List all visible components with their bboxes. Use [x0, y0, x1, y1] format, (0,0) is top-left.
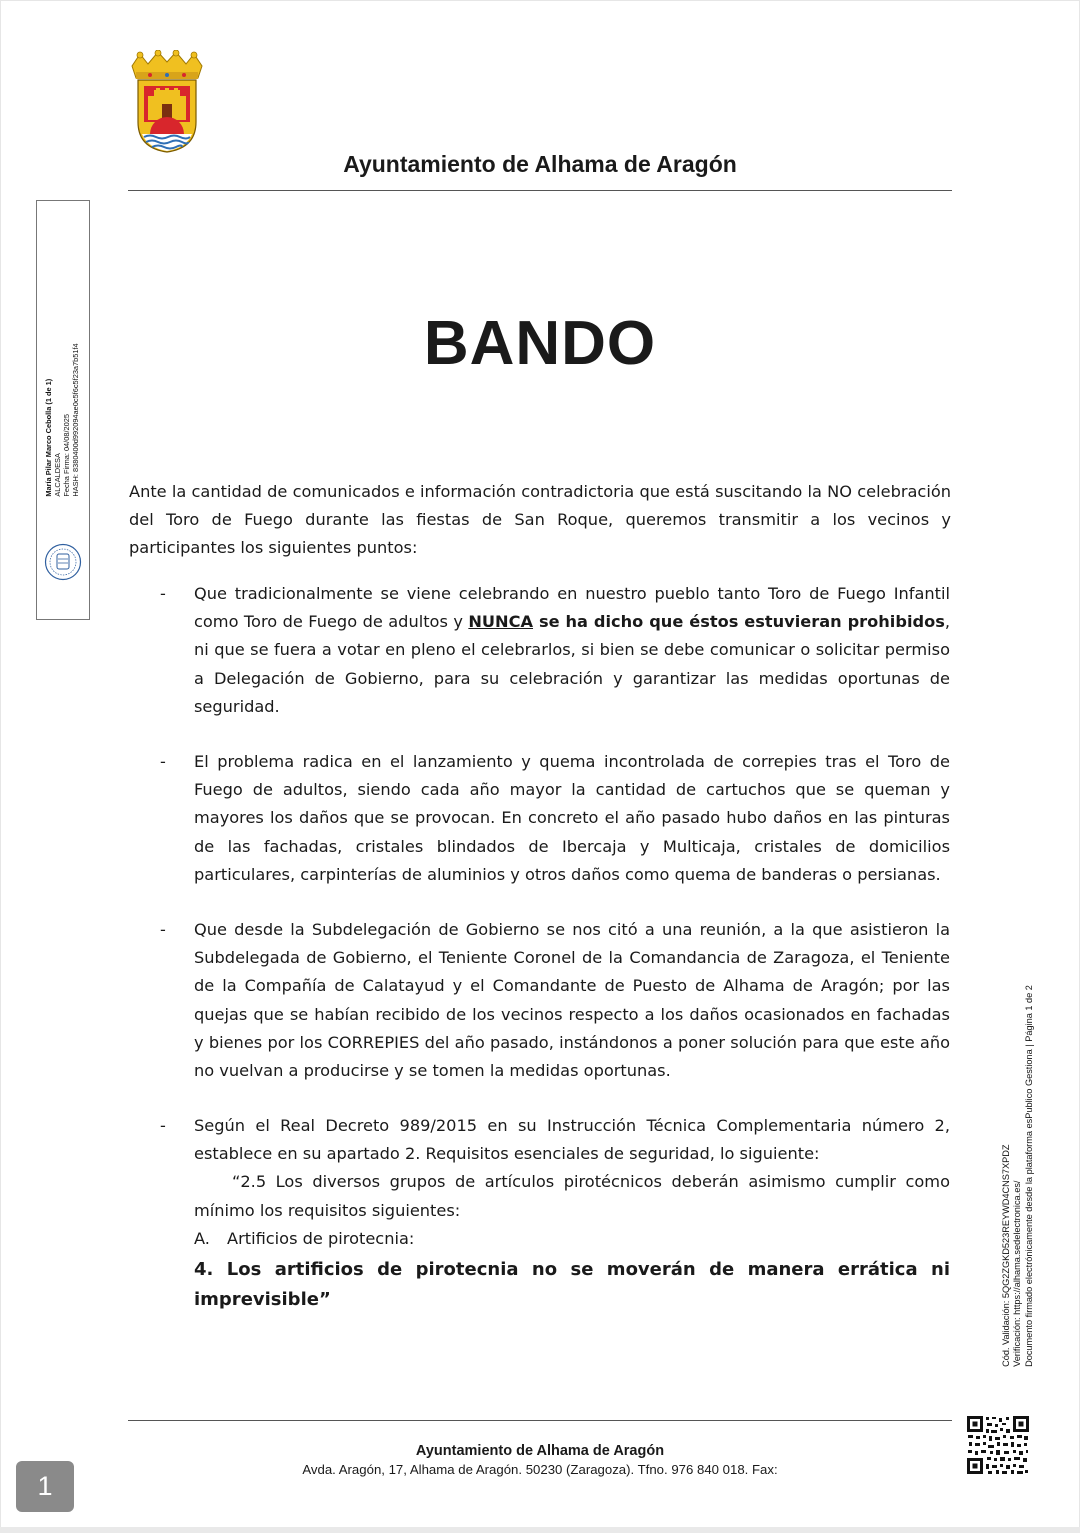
- list-dash: -: [160, 1116, 166, 1135]
- footer-title: Ayuntamiento de Alhama de Aragón: [415, 1443, 665, 1459]
- list-item: [160, 916, 950, 1085]
- page-header-title: Ayuntamiento de Alhama de Aragón: [343, 151, 737, 177]
- viewer-bottom-strip: [0, 1527, 1080, 1533]
- item1-text-after: , ni que se fuera a votar en pleno el celebrarlos, si bien se debe comunicar o solicitar permiso a Delegación de Gobierno, para su celebración y garantizar las medidas oportunas de seguridad.: [194, 612, 950, 716]
- list-item: [160, 580, 950, 721]
- official-seal-icon: [44, 543, 82, 581]
- signature-date: Fecha Firma: 04/08/2025: [62, 414, 71, 497]
- signature-details: [44, 343, 80, 496]
- page-number-badge[interactable]: 1: [16, 1461, 74, 1512]
- list-dash: -: [160, 752, 166, 771]
- sub-item-label: A.: [194, 1228, 210, 1248]
- validation-details: [1001, 985, 1035, 1367]
- signed-notice: Documento firmado electrónicamente desde la plataforma esPublico Gestiona | Página 1 de 2: [1023, 985, 1034, 1367]
- quoted-regulation: “2.5 Los diversos grupos de artículos pirotécnicos deberán asimismo cumplir como mínimo los requisitos siguientes:: [194, 1172, 950, 1220]
- signer-name: María Pilar Marco Cebolla (1 de 1): [44, 378, 53, 497]
- footer-divider: [128, 1420, 952, 1421]
- list-dash: -: [160, 584, 166, 603]
- signature-hash: HASH: 8380400d992094ae0c5f6c5f23a7b51f4: [71, 343, 80, 497]
- validation-url: Verificación: https://alhama.sedelectronica.es/: [1012, 1180, 1023, 1367]
- item1-emphasis-nunca: NUNCA: [468, 612, 534, 632]
- list-item-text: [194, 580, 950, 721]
- qr-code-icon[interactable]: [966, 1415, 1030, 1475]
- sub-item-a: [194, 1225, 950, 1253]
- list-item-text: Según el Real Decreto 989/2015 en su Instrucción Técnica Complementaria número 2, establece en su apartado 2. Requisitos esenciales de seguridad, lo siguiente:: [194, 1116, 950, 1164]
- sub-item-text: Artificios de pirotecnia:: [227, 1228, 415, 1248]
- list-item-text: Que desde la Subdelegación de Gobierno se nos citó a una reunión, a la que asistieron la Subdelegada de Gobierno, el Teniente Coronel de la Comandancia de Zaragoza, el Teniente de la Compañía de Calatayud y el Comandante de Puesto de Alhama de Aragón; por las quejas que se habían recibido de los vecinos respecto a los daños ocasionados en fachadas y bienes por los CORREPIES del año pasado, instándonos a poner solución para que este año no vuelvan a producirse y se tomen la medidas oportunas.: [194, 920, 950, 1081]
- list-item-text: El problema radica en el lanzamiento y quema incontrolada de correpies tras el Toro de Fuego de adultos, siendo cada año mayor la cantidad de cartuchos que se queman y mayores los daños que se provocan. En concreto el año pasado hubo daños en las pinturas de las fachadas, cristales blindados de Ibercaja y Multicaja, cristales de domicilios particulares, carpinterías de aluminios y otros daños como quema de banderas o persianas.: [194, 752, 950, 884]
- intro-paragraph: Ante la cantidad de comunicados e información contradictoria que está suscitando la NO celebración del Toro de Fuego durante las fiestas de San Roque, queremos transmitir a los vecinos y participantes los siguientes puntos:: [129, 482, 951, 558]
- list-item: [160, 1112, 950, 1315]
- list-dash: -: [160, 920, 166, 939]
- document-title: BANDO: [423, 309, 657, 378]
- list-item: [160, 748, 950, 889]
- footer-address: Avda. Aragón, 17, Alhama de Aragón. 50230 (Zaragoza). Tfno. 976 840 018. Fax:: [302, 1462, 778, 1477]
- item1-text-before: Que tradicionalmente se viene celebrando en nuestro pueblo tanto Toro de Fuego Infantil como Toro de Fuego de adultos y: [194, 584, 950, 632]
- item1-emphasis-prohibited: se ha dicho que éstos estuvieran prohibidos: [533, 612, 945, 632]
- coat-of-arms-icon: [126, 50, 208, 154]
- validation-code: Cód. Validación: 5QG2ZGKD523REYWD4CNS7XPDZ: [1000, 1144, 1011, 1367]
- header-divider: [128, 190, 952, 191]
- signer-role: ALCALDESA: [53, 453, 62, 497]
- highlighted-requirement: 4. Los artificios de pirotecnia no se moverán de manera errática ni imprevisible”: [194, 1259, 950, 1311]
